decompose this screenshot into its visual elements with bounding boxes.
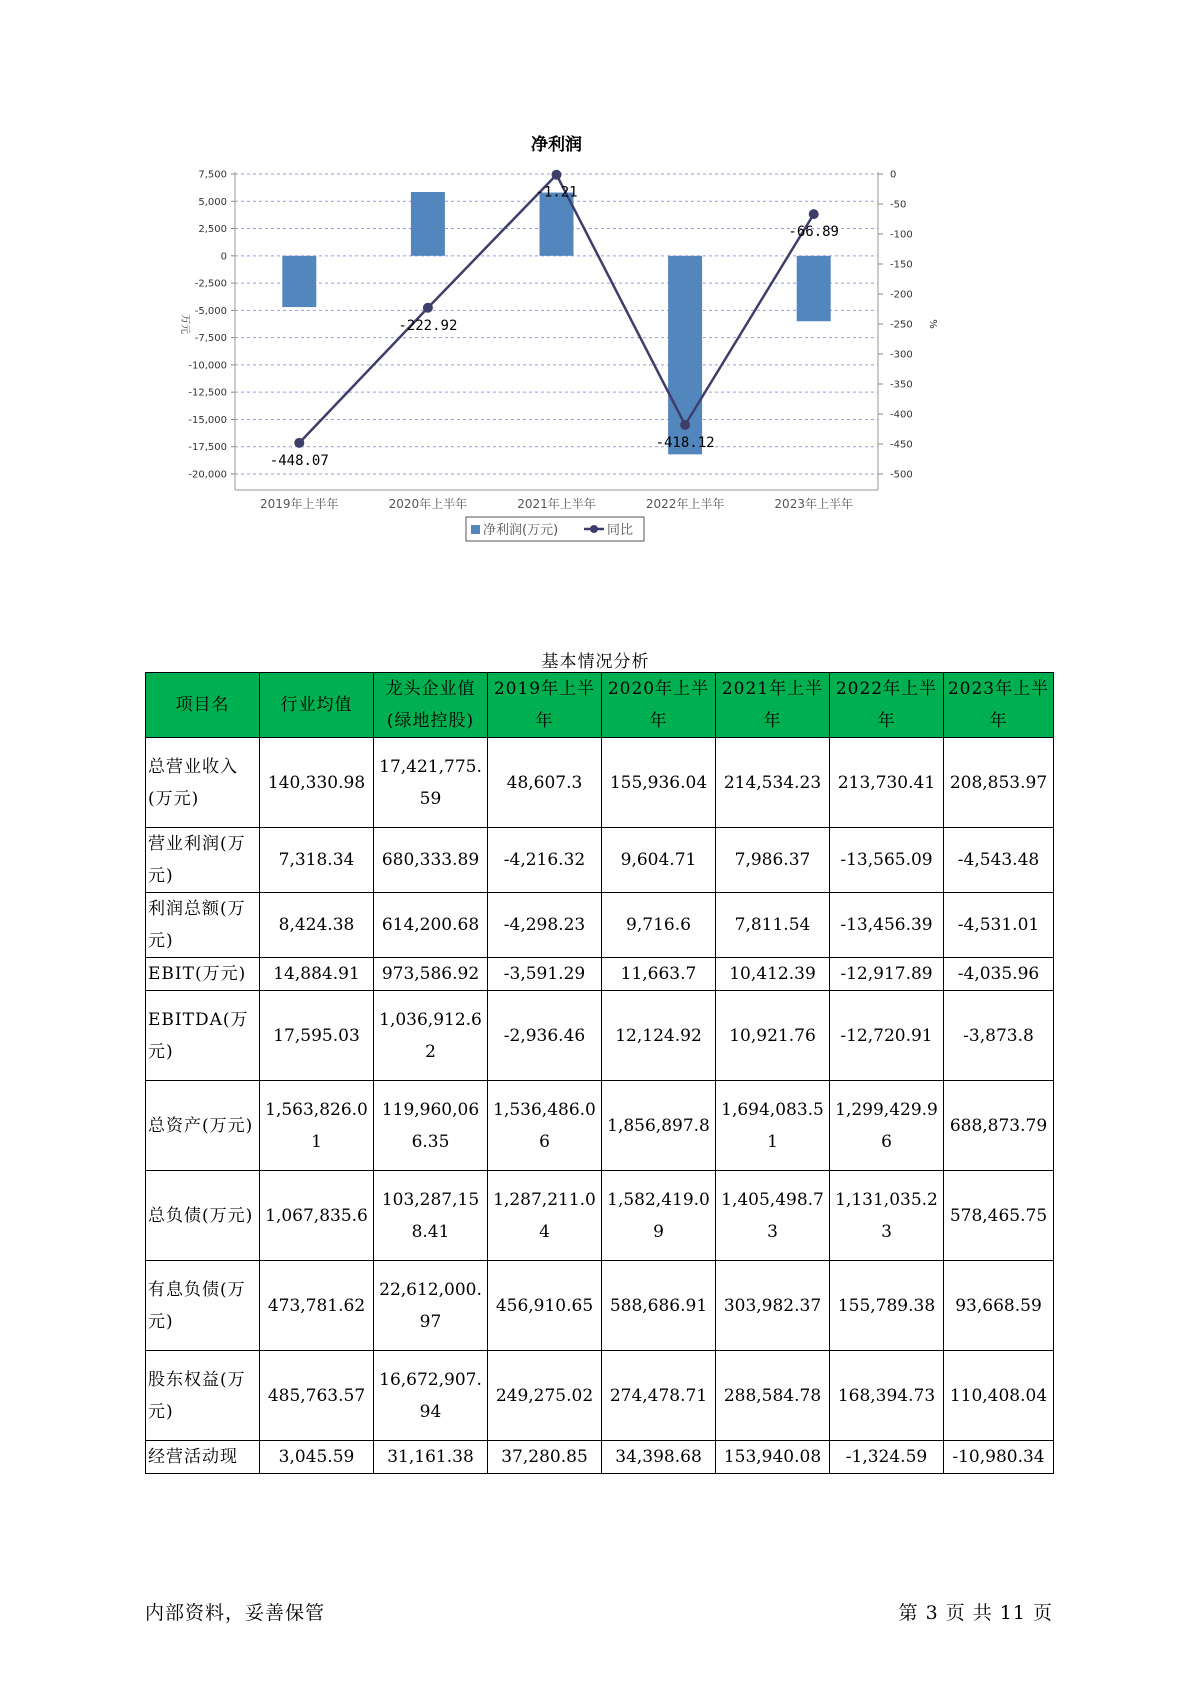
table-cell: 9,716.6: [602, 893, 716, 958]
chart-canvas: [170, 130, 1030, 600]
table-cell: 588,686.91: [602, 1261, 716, 1351]
table-cell: 17,595.03: [260, 991, 374, 1081]
table-cell: 208,853.97: [944, 738, 1054, 828]
table-cell: 578,465.75: [944, 1171, 1054, 1261]
row-label: 利润总额(万元): [146, 893, 260, 958]
legend-bar-label: 净利润(万元): [483, 523, 559, 538]
y-left-tick-label: -12,500: [188, 387, 227, 399]
row-label: 营业利润(万元): [146, 828, 260, 893]
yoy-data-label: -66.89: [788, 224, 839, 241]
legend-line-label: 同比: [607, 523, 634, 538]
y-right-tick-label: -100: [890, 229, 913, 241]
table-cell: 103,287,158.41: [374, 1171, 488, 1261]
chart-title: 净利润: [531, 135, 582, 155]
y-left-axis-title: 万元: [179, 314, 190, 334]
table-cell: 1,405,498.73: [716, 1171, 830, 1261]
table-cell: 110,408.04: [944, 1351, 1054, 1441]
table-cell: -4,531.01: [944, 893, 1054, 958]
table-cell: -1,324.59: [830, 1441, 944, 1474]
y-left-tick-label: -20,000: [188, 469, 227, 481]
table-cell: 1,067,835.6: [260, 1171, 374, 1261]
row-label: 有息负债(万元): [146, 1261, 260, 1351]
row-label: 股东权益(万元): [146, 1351, 260, 1441]
table-cell: -3,873.8: [944, 991, 1054, 1081]
legend-line-marker: [590, 525, 598, 533]
y-right-tick-label: -200: [890, 289, 913, 301]
header-cell: 2021年上半年: [716, 673, 830, 738]
y-left-tick-label: 5,000: [198, 196, 227, 208]
y-left-tick-label: -7,500: [194, 333, 227, 345]
table-cell: 688,873.79: [944, 1081, 1054, 1171]
y-left-tick-label: -15,000: [188, 414, 227, 426]
table-caption: 基本情况分析: [541, 652, 650, 672]
table-cell: 1,694,083.51: [716, 1081, 830, 1171]
table-cell: -4,543.48: [944, 828, 1054, 893]
table-cell: 1,287,211.04: [488, 1171, 602, 1261]
table-cell: -4,298.23: [488, 893, 602, 958]
y-right-tick-label: -300: [890, 349, 913, 361]
table-cell: 34,398.68: [602, 1441, 716, 1474]
table-cell: -2,936.46: [488, 991, 602, 1081]
row-label: 总营业收入(万元): [146, 738, 260, 828]
table-cell: -10,980.34: [944, 1441, 1054, 1474]
table-row: [146, 1351, 1054, 1441]
y-left-tick-label: 7,500: [198, 169, 227, 181]
table-cell: 3,045.59: [260, 1441, 374, 1474]
header-cell: 行业均值: [260, 673, 374, 738]
table-cell: 153,940.08: [716, 1441, 830, 1474]
table-cell: 1,536,486.06: [488, 1081, 602, 1171]
table-cell: 12,124.92: [602, 991, 716, 1081]
header-cell: 2020年上半年: [602, 673, 716, 738]
y-left-tick-label: -10,000: [188, 360, 227, 372]
x-tick-label: 2022年上半年: [645, 497, 725, 511]
table-cell: -12,917.89: [830, 958, 944, 991]
table-row: [146, 1441, 1054, 1474]
table-body: [146, 738, 1054, 1474]
table-cell: 168,394.73: [830, 1351, 944, 1441]
table-cell: -13,565.09: [830, 828, 944, 893]
y-left-tick-label: -17,500: [188, 442, 227, 454]
table-cell: 473,781.62: [260, 1261, 374, 1351]
table-cell: 11,663.7: [602, 958, 716, 991]
table-cell: 7,986.37: [716, 828, 830, 893]
table-cell: 274,478.71: [602, 1351, 716, 1441]
y-left-tick-label: -5,000: [194, 305, 227, 317]
table-cell: 1,856,897.8: [602, 1081, 716, 1171]
table-cell: 16,672,907.94: [374, 1351, 488, 1441]
bar: [411, 192, 445, 256]
table-cell: 140,330.98: [260, 738, 374, 828]
table-cell: -4,216.32: [488, 828, 602, 893]
y-left-tick-label: 0: [220, 251, 227, 263]
table-cell: 7,811.54: [716, 893, 830, 958]
table-row: [146, 893, 1054, 958]
table-cell: 10,921.76: [716, 991, 830, 1081]
header-cell: 2019年上半年: [488, 673, 602, 738]
table-cell: 7,318.34: [260, 828, 374, 893]
table-cell: 456,910.65: [488, 1261, 602, 1351]
yoy-point: [809, 209, 819, 219]
table-row: [146, 1261, 1054, 1351]
yoy-data-label: -418.12: [655, 434, 715, 451]
table-cell: 93,668.59: [944, 1261, 1054, 1351]
yoy-point: [552, 170, 562, 180]
table-cell: 288,584.78: [716, 1351, 830, 1441]
x-tick-label: 2023年上半年: [774, 497, 853, 511]
table-cell: 213,730.41: [830, 738, 944, 828]
yoy-data-label: -1.21: [535, 184, 578, 201]
header-cell: 项目名: [146, 673, 260, 738]
table-cell: 1,131,035.23: [830, 1171, 944, 1261]
yoy-data-label: -448.07: [269, 452, 329, 469]
x-tick-label: 2021年上半年: [517, 497, 596, 511]
row-label: EBIT(万元): [146, 958, 260, 991]
table-cell: 1,299,429.96: [830, 1081, 944, 1171]
y-right-tick-label: -250: [890, 319, 913, 331]
header-cell: 2022年上半年: [830, 673, 944, 738]
table-cell: 303,982.37: [716, 1261, 830, 1351]
table-cell: 1,036,912.62: [374, 991, 488, 1081]
x-tick-label: 2019年上半年: [260, 497, 339, 511]
yoy-point: [423, 303, 433, 313]
table-cell: 31,161.38: [374, 1441, 488, 1474]
yoy-point: [680, 420, 690, 430]
x-tick-label: 2020年上半年: [388, 497, 468, 511]
table-cell: 214,534.23: [716, 738, 830, 828]
legend-bar-swatch: [471, 525, 480, 534]
table-row: [146, 828, 1054, 893]
table-cell: 119,960,066.35: [374, 1081, 488, 1171]
table-cell: 249,275.02: [488, 1351, 602, 1441]
table-cell: 8,424.38: [260, 893, 374, 958]
yoy-point: [294, 438, 304, 448]
table-header-row: [146, 673, 1054, 738]
header-cell: 龙头企业值(绿地控股): [374, 673, 488, 738]
table-cell: 37,280.85: [488, 1441, 602, 1474]
footer-page-number: 第 3 页 共 11 页: [898, 1602, 1053, 1624]
table-cell: 10,412.39: [716, 958, 830, 991]
table-row: [146, 738, 1054, 828]
table-cell: 680,333.89: [374, 828, 488, 893]
table-cell: 155,936.04: [602, 738, 716, 828]
table-cell: 1,582,419.09: [602, 1171, 716, 1261]
yoy-data-label: -222.92: [398, 317, 458, 334]
row-label: 经营活动现: [146, 1441, 260, 1474]
table-cell: -3,591.29: [488, 958, 602, 991]
basic-info-table: [145, 672, 1054, 1474]
y-right-tick-label: -400: [890, 409, 913, 421]
table-row: [146, 1081, 1054, 1171]
footer-confidential: 内部资料，妥善保管: [145, 1602, 326, 1624]
table-row: [146, 1171, 1054, 1261]
bar: [540, 193, 574, 256]
table-cell: 973,586.92: [374, 958, 488, 991]
header-cell: 2023年上半年: [944, 673, 1054, 738]
y-right-tick-label: -50: [890, 199, 907, 211]
table-cell: -4,035.96: [944, 958, 1054, 991]
row-label: EBITDA(万元): [146, 991, 260, 1081]
row-label: 总负债(万元): [146, 1171, 260, 1261]
table-row: [146, 991, 1054, 1081]
y-right-tick-label: -150: [890, 259, 913, 271]
y-right-tick-label: -500: [890, 469, 913, 481]
net-profit-chart: [170, 130, 1030, 600]
table-cell: 9,604.71: [602, 828, 716, 893]
table-cell: 614,200.68: [374, 893, 488, 958]
table-cell: 14,884.91: [260, 958, 374, 991]
y-right-tick-label: -450: [890, 439, 913, 451]
table-cell: 22,612,000.97: [374, 1261, 488, 1351]
table-cell: 1,563,826.01: [260, 1081, 374, 1171]
table-cell: 48,607.3: [488, 738, 602, 828]
table-cell: 17,421,775.59: [374, 738, 488, 828]
table-cell: 155,789.38: [830, 1261, 944, 1351]
table-cell: -12,720.91: [830, 991, 944, 1081]
bar: [282, 256, 316, 307]
table-cell: 485,763.57: [260, 1351, 374, 1441]
table-cell: -13,456.39: [830, 893, 944, 958]
y-right-tick-label: -350: [890, 379, 913, 391]
bar: [797, 256, 831, 321]
y-right-axis-title: %: [927, 319, 938, 329]
table-row: [146, 958, 1054, 991]
y-left-tick-label: 2,500: [198, 224, 227, 236]
y-left-tick-label: -2,500: [194, 278, 227, 290]
y-right-tick-label: 0: [890, 169, 897, 181]
row-label: 总资产(万元): [146, 1081, 260, 1171]
